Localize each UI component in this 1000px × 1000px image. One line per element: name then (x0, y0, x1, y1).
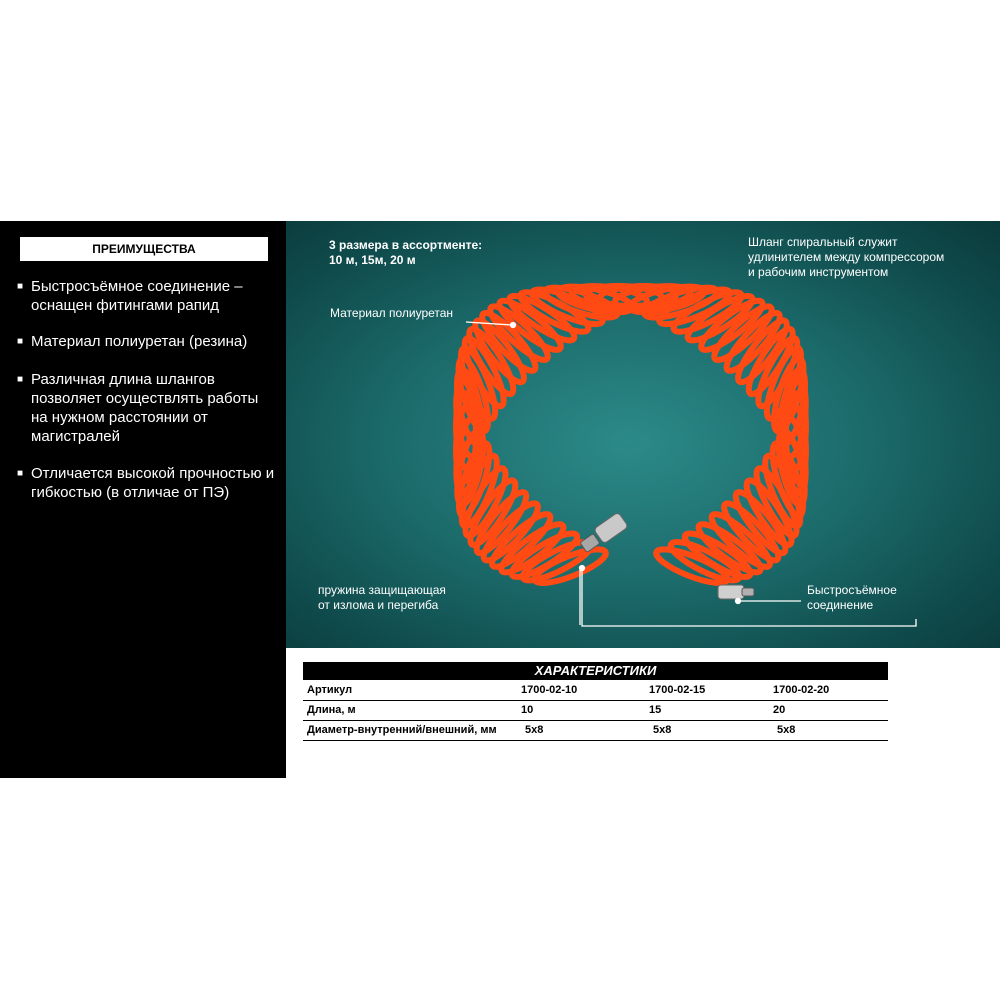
coiled-hose (452, 281, 810, 589)
cell: 5х8 (525, 724, 544, 736)
specifications (286, 648, 1000, 778)
table-row (303, 721, 888, 741)
advantage-text: Материал полиуретан (резина) (31, 333, 248, 350)
quick-connector-left (580, 512, 628, 552)
quick-connect-callout (807, 583, 897, 613)
purpose-line: Шланг спиральный служит (748, 235, 898, 249)
bullet-icon: ■ (17, 281, 24, 292)
quick-line: Быстросъёмное (807, 583, 897, 597)
sizes-line: 3 размера в ассортменте: (329, 238, 483, 252)
purpose-line: и рабочим инструментом (748, 265, 889, 279)
advantages-title: ПРЕИМУЩЕСТВА (20, 237, 268, 261)
product-hero (286, 221, 1000, 648)
purpose-callout (748, 235, 944, 280)
advantage-text: Различная длина шлангов позволяет осуществлять работы на нужном расстоянии от магистралей (31, 371, 259, 445)
material-callout: Материал полиуретан (330, 306, 454, 320)
sizes-line: 10 м, 15м, 20 м (329, 253, 416, 267)
sizes-callout (329, 238, 482, 268)
advantages-panel (0, 221, 286, 778)
table-row (303, 701, 888, 721)
bullet-icon: ■ (17, 336, 24, 347)
advantage-text: Отличается высокой прочностью и гибкостью (в отличае от ПЭ) (31, 465, 275, 501)
bullet-icon: ■ (17, 374, 24, 385)
cell: 15 (649, 704, 662, 716)
table-row (303, 681, 888, 701)
cell: 1700-02-20 (773, 684, 830, 696)
bullet-icon: ■ (17, 468, 24, 479)
advantage-item (17, 464, 275, 502)
row-label: Артикул (307, 684, 353, 696)
specs-title: ХАРАКТЕРИСТИКИ (303, 662, 888, 680)
quick-connector-right (718, 585, 754, 599)
advantage-text: Быстросъёмное соединение – оснащен фитингами рапид (31, 278, 243, 314)
advantage-item (17, 277, 275, 315)
row-label: Диаметр-внутренний/внешний, мм (307, 724, 497, 736)
cell: 10 (521, 704, 534, 716)
row-label: Длина, м (307, 704, 356, 716)
quick-line: соединение (807, 598, 874, 612)
advantage-item (17, 332, 275, 351)
cell: 5х8 (777, 724, 796, 736)
cell: 20 (773, 704, 786, 716)
cell: 1700-02-15 (649, 684, 706, 696)
advantage-item (17, 370, 275, 446)
spring-callout (318, 583, 446, 613)
spring-line: пружина защищающая (318, 583, 446, 597)
cell: 1700-02-10 (521, 684, 578, 696)
cell: 5х8 (653, 724, 672, 736)
purpose-line: удлинителем между компрессором (748, 250, 945, 264)
spring-line: от излома и перегиба (318, 598, 439, 612)
